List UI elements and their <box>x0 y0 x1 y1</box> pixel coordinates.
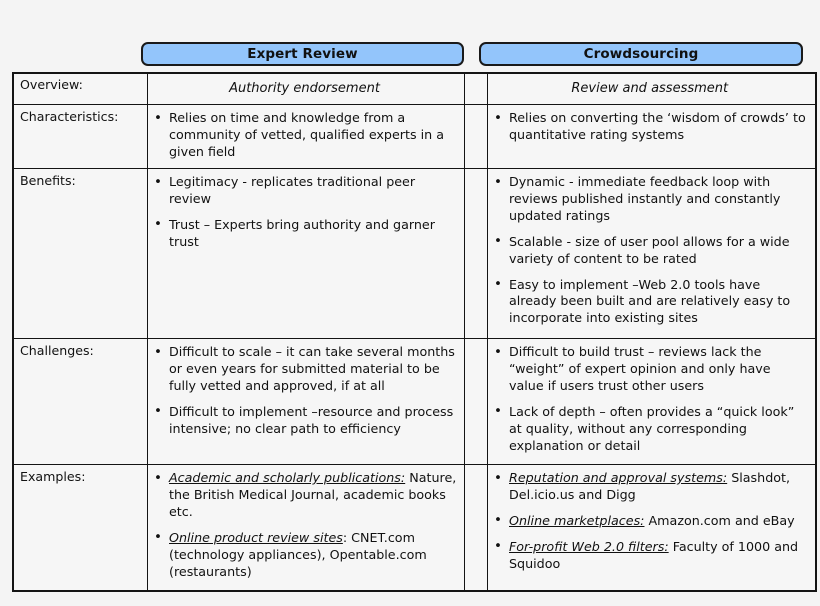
table-row-examples <box>13 465 816 591</box>
bullet-item: • Scalable - size of user pool allows for a wide variety of content to be rated <box>492 234 808 268</box>
row-label-challenges: Challenges: <box>13 339 148 465</box>
cell-examples-crowd <box>488 465 816 591</box>
bullet-list <box>492 344 808 454</box>
bullet-item: • Difficult to scale – it can take several months or even years for submitted material to be fully vetted and approved, if at all <box>152 344 457 395</box>
bullet-lead-in: Reputation and approval systems: <box>509 470 728 486</box>
bullet-detail: Nature, the British Medical Journal, academic books etc. <box>169 470 457 519</box>
bullet-detail: Slashdot, Del.icio.us and Digg <box>509 470 791 502</box>
bullet-lead-in: Academic and scholarly publications: <box>169 470 406 486</box>
bullet-item <box>152 470 457 521</box>
spacer-column <box>465 73 488 105</box>
bullet-detail: : CNET.com (technology appliances), Opentable.com (restaurants) <box>169 529 427 579</box>
bullet-list <box>492 470 808 572</box>
row-label-characteristics: Characteristics: <box>13 105 148 169</box>
bullet-item: • Trust – Experts bring authority and garner trust <box>152 217 457 251</box>
cell-examples-expert <box>148 465 465 591</box>
table-row-overview <box>13 73 816 105</box>
bullet-item: • Easy to implement –Web 2.0 tools have already been built and are relatively easy to incorporate into existing sites <box>492 277 808 328</box>
bullet-item: • Dynamic - immediate feedback loop with reviews published instantly and constantly updated ratings <box>492 174 808 225</box>
bullet-item: • Relies on time and knowledge from a community of vetted, qualified experts in a given field <box>152 110 457 161</box>
bullet-detail: Faculty of 1000 and Squidoo <box>509 538 799 571</box>
row-label-overview: Overview: <box>13 73 148 105</box>
bullet-list <box>152 470 457 580</box>
bullet-item <box>152 530 457 581</box>
bullet-list <box>152 344 457 437</box>
bullet-item <box>492 470 808 504</box>
table-row-characteristics <box>13 105 816 169</box>
bullet-item: • Lack of depth – often provides a “quick look” at quality, without any corresponding explanation or detail <box>492 404 808 455</box>
spacer-column <box>465 105 488 169</box>
bullet-lead-in: Online marketplaces: <box>509 512 645 528</box>
cell-overview-crowd <box>488 73 816 105</box>
bullet-list <box>152 110 457 161</box>
overview-crowd-text: Review and assessment <box>571 81 729 96</box>
bullet-item: • Difficult to build trust – reviews lack the “weight” of expert opinion and only have value if users trust other users <box>492 344 808 395</box>
overview-expert-text: Authority endorsement <box>229 81 380 96</box>
column-headers <box>0 0 820 72</box>
cell-challenges-expert <box>148 339 465 465</box>
cell-characteristics-expert <box>148 105 465 169</box>
spacer-column <box>465 169 488 339</box>
column-header-crowdsourcing: Crowdsourcing <box>479 42 803 66</box>
cell-challenges-crowd <box>488 339 816 465</box>
bullet-item: • Difficult to implement –resource and process intensive; no clear path to efficiency <box>152 404 457 438</box>
cell-benefits-expert <box>148 169 465 339</box>
bullet-lead-in: Online product review sites <box>169 529 343 545</box>
bullet-list <box>152 174 457 251</box>
bullet-item <box>492 539 808 573</box>
comparison-table <box>12 72 817 592</box>
table-row-challenges <box>13 339 816 465</box>
row-label-benefits: Benefits: <box>13 169 148 339</box>
table-row-benefits <box>13 169 816 339</box>
cell-characteristics-crowd <box>488 105 816 169</box>
cell-overview-expert <box>148 73 465 105</box>
bullet-item: • Relies on converting the ‘wisdom of crowds’ to quantitative rating systems <box>492 110 808 144</box>
spacer-column <box>465 465 488 591</box>
bullet-lead-in: For-profit Web 2.0 filters: <box>509 538 669 554</box>
bullet-item: • Legitimacy - replicates traditional peer review <box>152 174 457 208</box>
row-label-examples: Examples: <box>13 465 148 591</box>
spacer-column <box>465 339 488 465</box>
cell-benefits-crowd <box>488 169 816 339</box>
bullet-item <box>492 513 808 530</box>
bullet-detail: Amazon.com and eBay <box>644 512 795 528</box>
bullet-list <box>492 174 808 327</box>
bullet-list <box>492 110 808 144</box>
column-header-expert-review: Expert Review <box>141 42 464 66</box>
